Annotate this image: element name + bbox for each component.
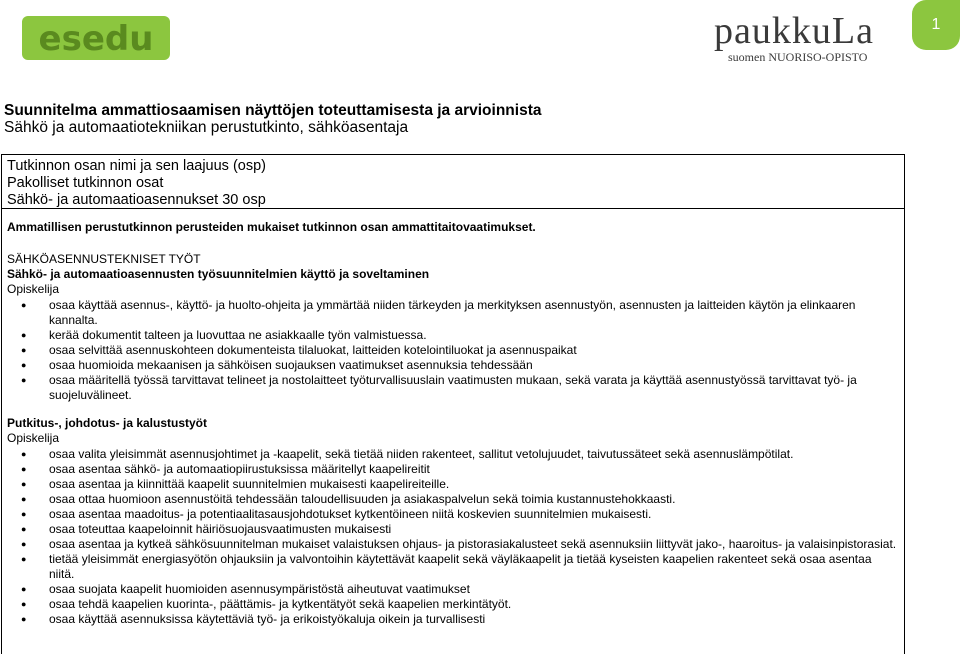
- document-title: Suunnitelma ammattiosaamisen näyttöjen toteuttamisesta ja arvioinnista: [4, 102, 542, 119]
- header-line-2: Pakolliset tutkinnon osat: [7, 175, 164, 191]
- list-item: ● osaa huomioida mekaanisen ja sähköisen suojauksen vaatimukset asennuksia tehdessään: [49, 358, 899, 373]
- list-item: ● osaa käyttää asennuksissa käytettäviä työ- ja erikoistyökaluja oikein ja turvallisesti: [49, 612, 899, 627]
- paukkula-logo: [714, 12, 894, 66]
- paukkula-logo-subtext: suomen NUORISO-OPISTO: [728, 50, 868, 64]
- section2-who: Opiskelija: [7, 431, 60, 445]
- section2-title: Putkitus-, johdotus- ja kalustustyöt: [7, 416, 208, 430]
- table-content: [2, 209, 904, 627]
- section1-title: Sähkö- ja automaatioasennusten työsuunnitelmien käyttö ja soveltaminen: [7, 267, 430, 281]
- document-subtitle: Sähkö ja automaatiotekniikan perustutkinto, sähköasentaja: [4, 119, 409, 136]
- list-item: ● osaa selvittää asennuskohteen dokumenteista tilaluokat, laitteiden kotelointiluokat ja asennuspaikat: [49, 343, 899, 358]
- list-item: ● osaa asentaa ja kiinnittää kaapelit suunnitelmien mukaisesti kaapelireiteille.: [49, 477, 899, 492]
- table-header: [2, 155, 904, 209]
- section1-who: Opiskelija: [7, 282, 60, 296]
- list-item: ● osaa määritellä työssä tarvittavat telineet ja nostolaitteet työturvallisuuslain vaatimusten mukaan, sekä varata ja käyttää asennustyössä tarvittavat työ- ja suojeluvälineet.: [49, 373, 899, 403]
- esedu-logo-text: esedu: [38, 19, 154, 59]
- list-item: ● osaa toteuttaa kaapeloinnit häiriösuojausvaatimusten mukaisesti: [49, 522, 899, 537]
- list-item: ● osaa asentaa maadoitus- ja potentiaalitasausjohdotukset kytkentöineen niitä koskevien suunnitelmien mukaisesti.: [49, 507, 899, 522]
- list-item: ● osaa suojata kaapelit huomioiden asennusympäristöstä aiheutuvat vaatimukset: [49, 582, 899, 597]
- list-item: ● osaa tehdä kaapelien kuorinta-, päättämis- ja kytkentätyöt sekä kaapelien merkintätyöt.: [49, 597, 899, 612]
- requirement-heading: Ammatillisen perustutkinnon perusteiden mukaiset tutkinnon osan ammattitaitovaatimukset.: [7, 220, 536, 234]
- section1-list: [7, 298, 899, 403]
- list-item: ● osaa ottaa huomioon asennustöitä tehdessään taloudellisuuden ja asiakaspalvelun sekä toimia kustannustehokkaasti.: [49, 492, 899, 507]
- list-item: ● osaa valita yleisimmät asennusjohtimet ja -kaapelit, sekä tietää niiden rakenteet, sallitut vetolujuudet, taivutussäteet sekä asennuslämpötilat.: [49, 447, 899, 462]
- page-number-badge: 1: [912, 0, 960, 50]
- list-item: ● osaa asentaa ja kytkeä sähkösuunnitelman mukaiset valaistuksen ohjaus- ja pistorasiakalusteet sekä asennuksiin liittyvät jako-, haaroitus- ja valaisinpistorasiat.: [49, 537, 899, 552]
- list-item: ● osaa asentaa sähkö- ja automaatiopiirustuksissa määritellyt kaapelireitit: [49, 462, 899, 477]
- list-item: ● osaa käyttää asennus-, käyttö- ja huolto-ohjeita ja ymmärtää niiden tärkeyden ja merkityksen asennustyön, asennusten ja laitteiden käytön ja elinkaaren kannalta.: [49, 298, 899, 328]
- section2-list: [7, 447, 899, 627]
- header-line-1: Tutkinnon osan nimi ja sen laajuus (osp): [7, 158, 266, 174]
- section1-caps: SÄHKÖASENNUSTEKNISET TYÖT: [7, 252, 201, 266]
- paukkula-logo-text: paukkuLa: [714, 10, 874, 52]
- header-line-3: Sähkö- ja automaatioasennukset 30 osp: [7, 192, 266, 208]
- document-heading: [4, 102, 541, 136]
- list-item: ● kerää dokumentit talteen ja luovuttaa ne asiakkaalle työn valmistuessa.: [49, 328, 899, 343]
- qualification-table: [1, 154, 905, 654]
- esedu-logo: [22, 10, 170, 64]
- list-item: ● tietää yleisimmät energiasyötön ohjauksiin ja valvontoihin käytettävät kaapelit sekä väyläkaapelit ja tietää kyseisten kaapelien rakenteet sekä osaa asentaa niitä.: [49, 552, 899, 582]
